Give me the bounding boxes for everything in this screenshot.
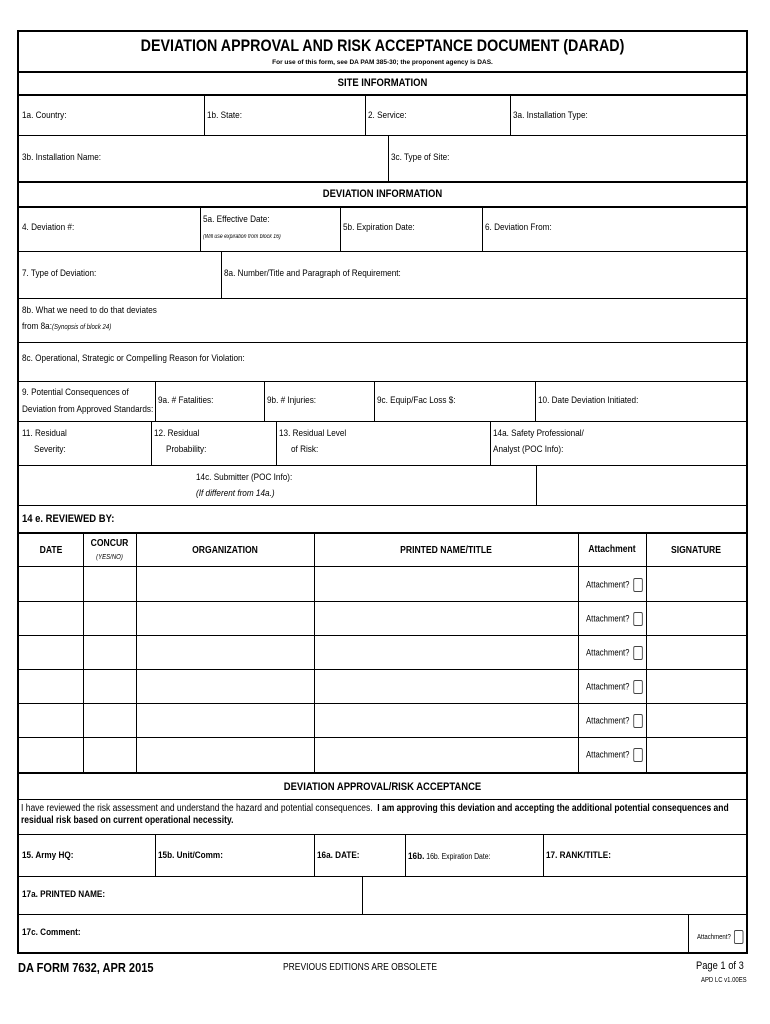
review-row-1-attachment[interactable]: Attachment? bbox=[586, 578, 642, 592]
reviewed-by-heading: 14 e. REVIEWED BY: bbox=[22, 513, 115, 525]
review-row-2-attachment[interactable]: Attachment? bbox=[586, 612, 642, 626]
installation-type-label: 3a. Installation Type: bbox=[513, 110, 588, 121]
attachment-checkbox[interactable] bbox=[633, 646, 642, 660]
form-version: APD LC v1.00ES bbox=[701, 977, 747, 984]
form-id: DA FORM 7632, APR 2015 bbox=[18, 960, 154, 975]
col-organization: ORGANIZATION bbox=[192, 545, 258, 556]
army-hq-label: 15. Army HQ: bbox=[22, 850, 74, 861]
requirement-label: 8a. Number/Title and Paragraph of Requirement: bbox=[224, 268, 401, 279]
col-date: DATE bbox=[39, 545, 63, 556]
approval-statement: I have reviewed the risk assessment and understand the hazard and potential consequences. I am approving this deviation and accepting the additional potential consequences and residual risk based on current operational necessity. bbox=[21, 803, 729, 826]
what-deviates-label: 8b. What we need to do that deviates bbox=[22, 305, 157, 316]
expiration-date-label: 5b. Expiration Date: bbox=[343, 222, 415, 233]
attachment-checkbox[interactable] bbox=[633, 578, 642, 592]
form-subtitle: For use of this form, see DA PAM 385-30; the proponent agency is DAS. bbox=[272, 59, 493, 66]
rank-title-label: 17. RANK/TITLE: bbox=[546, 850, 611, 861]
residual-severity-label: 11. Residual bbox=[22, 428, 67, 439]
safety-professional-label: 14a. Safety Professional/ bbox=[493, 428, 584, 439]
submitter-label-2: (If different from 14a.) bbox=[196, 488, 275, 499]
approval-date-label: 16a. DATE: bbox=[317, 850, 360, 861]
state-label: 1b. State: bbox=[207, 110, 242, 121]
installation-name-label: 3b. Installation Name: bbox=[22, 152, 102, 163]
submitter-label: 14c. Submitter (POC Info): bbox=[196, 472, 293, 483]
printed-name-label: 17a. PRINTED NAME: bbox=[22, 889, 106, 900]
review-row-3-attachment[interactable]: Attachment? bbox=[586, 646, 642, 660]
residual-probability-label: 12. Residual bbox=[154, 428, 200, 439]
col-signature: SIGNATURE bbox=[670, 545, 722, 556]
consequences-label-2: Deviation from Approved Standards: bbox=[22, 404, 154, 415]
consequences-label: 9. Potential Consequences of bbox=[22, 387, 129, 398]
effective-date-label: 5a. Effective Date: bbox=[203, 214, 270, 225]
review-row-6-attachment[interactable]: Attachment? bbox=[586, 748, 642, 762]
attachment-checkbox[interactable] bbox=[633, 748, 642, 762]
section-approval: DEVIATION APPROVAL/RISK ACCEPTANCE bbox=[283, 781, 482, 793]
comment-label: 17c. Comment: bbox=[22, 927, 81, 938]
col-attachment: Attachment bbox=[588, 544, 636, 555]
residual-risk-level-label-2: of Risk: bbox=[291, 444, 319, 455]
obsolete-notice: PREVIOUS EDITIONS ARE OBSOLETE bbox=[283, 962, 437, 973]
approval-expiration-label: 16b. 16b. Expiration Date: bbox=[408, 851, 491, 862]
section-site-information: SITE INFORMATION bbox=[337, 77, 428, 89]
deviation-from-label: 6. Deviation From: bbox=[485, 222, 552, 233]
form-title: DEVIATION APPROVAL AND RISK ACCEPTANCE DOCUMENT (DARAD) bbox=[140, 36, 625, 55]
residual-risk-level-label: 13. Residual Level bbox=[279, 428, 347, 439]
equipment-loss-label: 9c. Equip/Fac Loss $: bbox=[377, 395, 456, 406]
section-deviation-information: DEVIATION INFORMATION bbox=[322, 188, 443, 200]
safety-professional-label-2: Analyst (POC Info): bbox=[493, 444, 564, 455]
attachment-checkbox[interactable] bbox=[633, 612, 642, 626]
review-row-5-attachment[interactable]: Attachment? bbox=[586, 714, 642, 728]
page-number: Page 1 of 3 bbox=[696, 960, 744, 972]
date-initiated-label: 10. Date Deviation Initiated: bbox=[538, 395, 639, 406]
darad-form bbox=[17, 30, 748, 954]
deviation-number-label: 4. Deviation #: bbox=[22, 222, 75, 233]
unit-label: 15b. Unit/Comm: bbox=[158, 850, 223, 861]
attachment-checkbox[interactable] bbox=[734, 930, 743, 944]
injuries-label: 9b. # Injuries: bbox=[267, 395, 317, 406]
what-deviates-label-2: from 8a:(Synopsis of block 24) bbox=[22, 321, 112, 332]
residual-probability-label-2: Probability: bbox=[166, 444, 207, 455]
site-type-label: 3c. Type of Site: bbox=[391, 152, 450, 163]
residual-severity-label-2: Severity: bbox=[34, 444, 66, 455]
deviation-type-label: 7. Type of Deviation: bbox=[22, 268, 97, 279]
country-label: 1a. Country: bbox=[22, 110, 67, 121]
attachment-checkbox[interactable] bbox=[633, 680, 642, 694]
service-label: 2. Service: bbox=[368, 110, 407, 121]
effective-date-note: (Will use expiration from block 16) bbox=[203, 234, 281, 240]
review-row-4-attachment[interactable]: Attachment? bbox=[586, 680, 642, 694]
comment-attachment[interactable]: Attachment? bbox=[697, 930, 744, 944]
col-concur-note: (YES/NO) bbox=[96, 554, 123, 561]
reason-label: 8c. Operational, Strategic or Compelling Reason for Violation: bbox=[22, 353, 245, 364]
attachment-checkbox[interactable] bbox=[633, 714, 642, 728]
fatalities-label: 9a. # Fatalities: bbox=[158, 395, 214, 406]
col-printed-name: PRINTED NAME/TITLE bbox=[400, 545, 492, 556]
col-concur: CONCUR bbox=[90, 538, 129, 549]
